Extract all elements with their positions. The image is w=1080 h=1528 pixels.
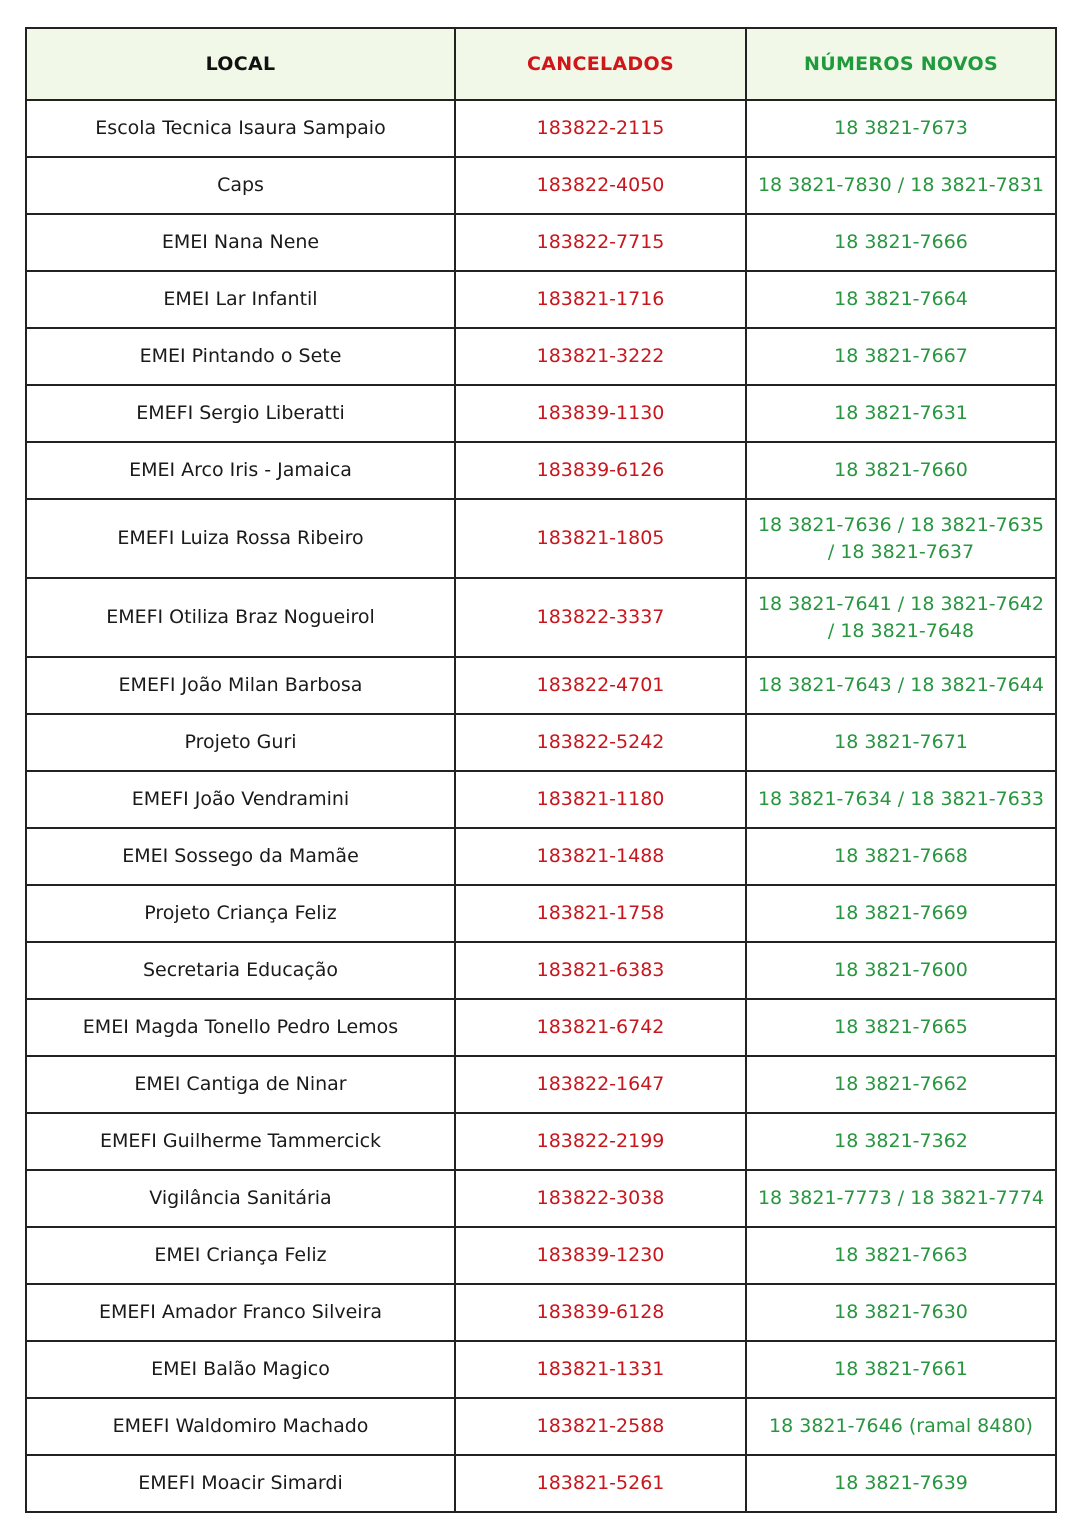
local-cell: EMEI Pintando o Sete [26, 328, 455, 385]
table-row [26, 771, 1056, 828]
local-cell: EMEFI Amador Franco Silveira [26, 1284, 455, 1341]
novo-cell: 18 3821-7660 [746, 442, 1056, 499]
header-numeros-novos: NÚMEROS NOVOS [746, 28, 1056, 100]
table-row [26, 942, 1056, 999]
table-row [26, 442, 1056, 499]
local-cell: EMEI Criança Feliz [26, 1227, 455, 1284]
cancelado-cell: 183821-1805 [455, 499, 746, 578]
table-row [26, 385, 1056, 442]
cancelado-cell: 183822-7715 [455, 214, 746, 271]
header-local: LOCAL [26, 28, 455, 100]
table-row [26, 271, 1056, 328]
local-cell: EMEI Arco Iris - Jamaica [26, 442, 455, 499]
table-row [26, 885, 1056, 942]
cancelado-cell: 183839-1230 [455, 1227, 746, 1284]
local-cell: EMEFI Sergio Liberatti [26, 385, 455, 442]
novo-cell: 18 3821-7631 [746, 385, 1056, 442]
local-cell: EMEI Cantiga de Ninar [26, 1056, 455, 1113]
local-cell: EMEFI Guilherme Tammercick [26, 1113, 455, 1170]
table-row [26, 828, 1056, 885]
novo-cell: 18 3821-7634 / 18 3821-7633 [746, 771, 1056, 828]
table-row [26, 1284, 1056, 1341]
cancelado-cell: 183822-5242 [455, 714, 746, 771]
table-row [26, 1056, 1056, 1113]
novo-cell: 18 3821-7673 [746, 100, 1056, 157]
local-cell: EMEFI Waldomiro Machado [26, 1398, 455, 1455]
table-row [26, 1398, 1056, 1455]
novo-cell: 18 3821-7830 / 18 3821-7831 [746, 157, 1056, 214]
cancelado-cell: 183821-5261 [455, 1455, 746, 1512]
novo-cell: 18 3821-7665 [746, 999, 1056, 1056]
cancelado-cell: 183822-4050 [455, 157, 746, 214]
table-row [26, 1341, 1056, 1398]
phone-numbers-table [25, 27, 1057, 1513]
local-cell: EMEI Nana Nene [26, 214, 455, 271]
local-cell: EMEI Magda Tonello Pedro Lemos [26, 999, 455, 1056]
novo-cell: 18 3821-7636 / 18 3821-7635 / 18 3821-7637 [746, 499, 1056, 578]
novo-cell: 18 3821-7666 [746, 214, 1056, 271]
novo-cell: 18 3821-7669 [746, 885, 1056, 942]
cancelado-cell: 183821-2588 [455, 1398, 746, 1455]
cancelado-cell: 183821-1716 [455, 271, 746, 328]
local-cell: Caps [26, 157, 455, 214]
local-cell: EMEFI João Milan Barbosa [26, 657, 455, 714]
local-cell: Escola Tecnica Isaura Sampaio [26, 100, 455, 157]
table-row [26, 657, 1056, 714]
cancelado-cell: 183839-6126 [455, 442, 746, 499]
novo-cell: 18 3821-7662 [746, 1056, 1056, 1113]
table-row [26, 578, 1056, 657]
novo-cell: 18 3821-7664 [746, 271, 1056, 328]
novo-cell: 18 3821-7641 / 18 3821-7642 / 18 3821-7648 [746, 578, 1056, 657]
local-cell: EMEI Sossego da Mamãe [26, 828, 455, 885]
cancelado-cell: 183822-4701 [455, 657, 746, 714]
table-header-row [26, 28, 1056, 100]
cancelado-cell: 183839-6128 [455, 1284, 746, 1341]
table-row [26, 714, 1056, 771]
novo-cell: 18 3821-7600 [746, 942, 1056, 999]
local-cell: EMEFI Moacir Simardi [26, 1455, 455, 1512]
novo-cell: 18 3821-7773 / 18 3821-7774 [746, 1170, 1056, 1227]
cancelado-cell: 183839-1130 [455, 385, 746, 442]
cancelado-cell: 183822-2115 [455, 100, 746, 157]
header-cancelados: CANCELADOS [455, 28, 746, 100]
cancelado-cell: 183822-2199 [455, 1113, 746, 1170]
novo-cell: 18 3821-7646 (ramal 8480) [746, 1398, 1056, 1455]
table-body [26, 100, 1056, 1512]
cancelado-cell: 183821-3222 [455, 328, 746, 385]
table-row [26, 1227, 1056, 1284]
local-cell: EMEFI João Vendramini [26, 771, 455, 828]
table-row [26, 328, 1056, 385]
cancelado-cell: 183821-6742 [455, 999, 746, 1056]
cancelado-cell: 183821-1331 [455, 1341, 746, 1398]
local-cell: Secretaria Educação [26, 942, 455, 999]
table-row [26, 1455, 1056, 1512]
table-row [26, 1113, 1056, 1170]
cancelado-cell: 183821-6383 [455, 942, 746, 999]
novo-cell: 18 3821-7671 [746, 714, 1056, 771]
local-cell: Projeto Criança Feliz [26, 885, 455, 942]
novo-cell: 18 3821-7362 [746, 1113, 1056, 1170]
table-row [26, 999, 1056, 1056]
cancelado-cell: 183821-1488 [455, 828, 746, 885]
table-row [26, 499, 1056, 578]
table-row [26, 214, 1056, 271]
local-cell: EMEFI Luiza Rossa Ribeiro [26, 499, 455, 578]
novo-cell: 18 3821-7667 [746, 328, 1056, 385]
cancelado-cell: 183821-1758 [455, 885, 746, 942]
local-cell: EMEI Balão Magico [26, 1341, 455, 1398]
novo-cell: 18 3821-7643 / 18 3821-7644 [746, 657, 1056, 714]
novo-cell: 18 3821-7661 [746, 1341, 1056, 1398]
novo-cell: 18 3821-7663 [746, 1227, 1056, 1284]
table-row [26, 157, 1056, 214]
local-cell: EMEFI Otiliza Braz Nogueirol [26, 578, 455, 657]
local-cell: Vigilância Sanitária [26, 1170, 455, 1227]
novo-cell: 18 3821-7639 [746, 1455, 1056, 1512]
novo-cell: 18 3821-7668 [746, 828, 1056, 885]
cancelado-cell: 183822-1647 [455, 1056, 746, 1113]
local-cell: EMEI Lar Infantil [26, 271, 455, 328]
novo-cell: 18 3821-7630 [746, 1284, 1056, 1341]
cancelado-cell: 183822-3337 [455, 578, 746, 657]
cancelado-cell: 183821-1180 [455, 771, 746, 828]
table-row [26, 100, 1056, 157]
local-cell: Projeto Guri [26, 714, 455, 771]
cancelado-cell: 183822-3038 [455, 1170, 746, 1227]
table-row [26, 1170, 1056, 1227]
